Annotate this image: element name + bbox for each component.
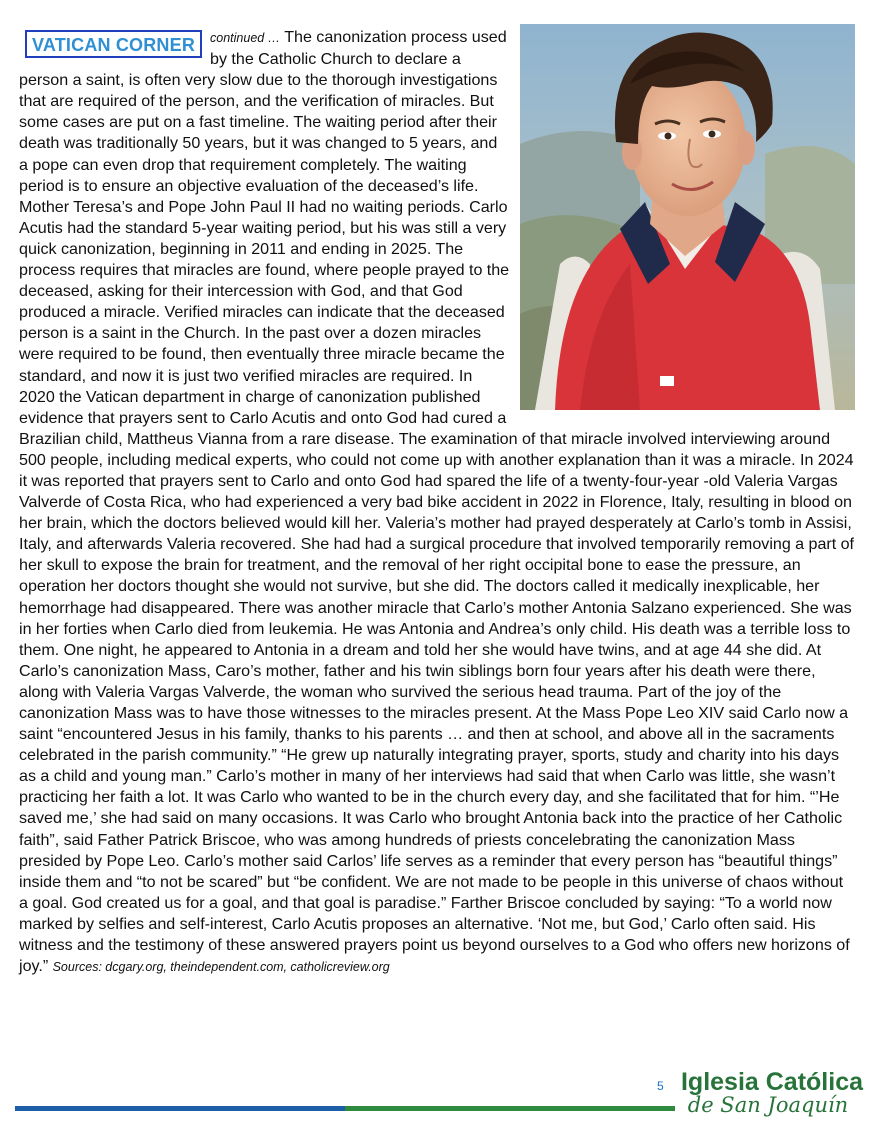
footer-rule-green (345, 1106, 675, 1111)
logo-line2: de San Joaquín (687, 1093, 849, 1117)
sources-note: Sources: dcgary.org, theindependent.com, catholicreview.org (52, 960, 390, 975)
footer-rule-blue (15, 1106, 345, 1111)
carlo-acutis-photo (520, 24, 855, 410)
logo-line1: Iglesia Católica (680, 1068, 864, 1096)
article (19, 27, 855, 978)
parish-logo (676, 1066, 866, 1126)
section-badge: VATICAN CORNER (25, 30, 202, 58)
continued-label: continued … (210, 31, 281, 45)
article-body: The canonization process used by the Catholic Church to declare a person a saint, is often very slow due to the thorough investigations that are required of the person, and the verification of miracles. But some cases are put on a fast timeline. The waiting period after their death was traditionally 50 years, but it was changed to 5 years, and a pope can even drop that requirement completely. The waiting period is to ensure an objective evaluation of the deceased’s life. Mother Teresa’s and Pope John Paul II had no waiting periods. Carlo Acutis had the standard 5-year waiting period, but his was still a very quick canonization, beginning in 2011 and ending in 2025. The process requires that miracles are found, where people prayed to the deceased, asking for their intercession with God, and that God produced a miracle. Verified miracles can indicate that the deceased person is a saint in the Church. In the past over a dozen miracles were required to be found, then eventually three miracle became the standard, and now it is just two verified miracles are required. In 2020 the Vatican department in charge of canonization published evidence that prayers sent to Carlo Acutis and onto God had cured a Brazilian child, Mattheus Vianna from a rare disease. The examination of that miracle involved interviewing around 500 people, including medical experts, who could not come up with another explanation than it was a miracle. In 2024 it was reported that prayers sent to Carlo and onto God had spared the life of a twenty-four-year -old Valeria Vargas Valverde of Costa Rica, who had experienced a very bad bike accident in 2022 in Florence, Italy, resulting in blood on her brain, which the doctors believed would kill her. Valeria’s mother had prayed desperately at Carlo’s tomb in Assisi, Italy, and afterwards Valeria recovered. She had had a surgical procedure that involved temporarily removing a part of her skull to expose the brain for treatment, and the removal of her right occipital bone to ease the pressure, an operation her doctors thought she would not survive, but she did. The doctors called it medically inexplicable, her hemorrhage had disappeared. There was another miracle that Carlo’s mother Antonia Salzano experienced. She was in her forties when Carlo died from leukemia. He was Antonia and Andrea’s only child. His death was a terrible loss to them. One night, he appeared to Antonia in a dream and told her she would have twins, and at age 44 she did. At Carlo’s canonization Mass, Caro’s mother, father and his twin siblings born four years after his death were there, along with Valeria Vargas Valverde, the woman who survived the serious head trauma. Part of the joy of the canonization Mass was to have those witnesses to the miracles present. At the Mass Pope Leo XIV said Carlo now a saint “encountered Jesus in his family, thanks to his parents … and then at school, and above all in the sacraments celebrated in the parish community.” “He grew up naturally integrating prayer, sports, study and charity into his days as a child and young man.” Carlo’s mother in many of her interviews had said that when Carlo was little, she wasn’t practicing her faith a lot. It was Carlo who wanted to be in the church every day, and she facilitated that for him. “’He saved me,’ she had said on many occasions. It was Carlo who brought Antonia back into the practice of her Catholic faith”, said Father Patrick Briscoe, who was among hundreds of priests concelebrating the canonization Mass presided by Pope Leo. Carlo’s mother said Carlos’ life serves as a reminder that every person has “beautiful things” inside them and “to not be scared” but “be confident. We are not made to be people in this universe of chaos without a goal. God created us for a goal, and that goal is paradise.” Farther Briscoe concluded by saying: “To a world now marked by selfies and self-interest, Carlo Acutis proposes an alternative. ‘Not me, but God,’ Carlo often said. His witness and the testimony of these answered prayers point us beyond ourselves to a God who offers new horizons of joy.” (19, 28, 855, 976)
page-number: 5 (657, 1079, 664, 1093)
footer-rule (15, 1106, 675, 1111)
